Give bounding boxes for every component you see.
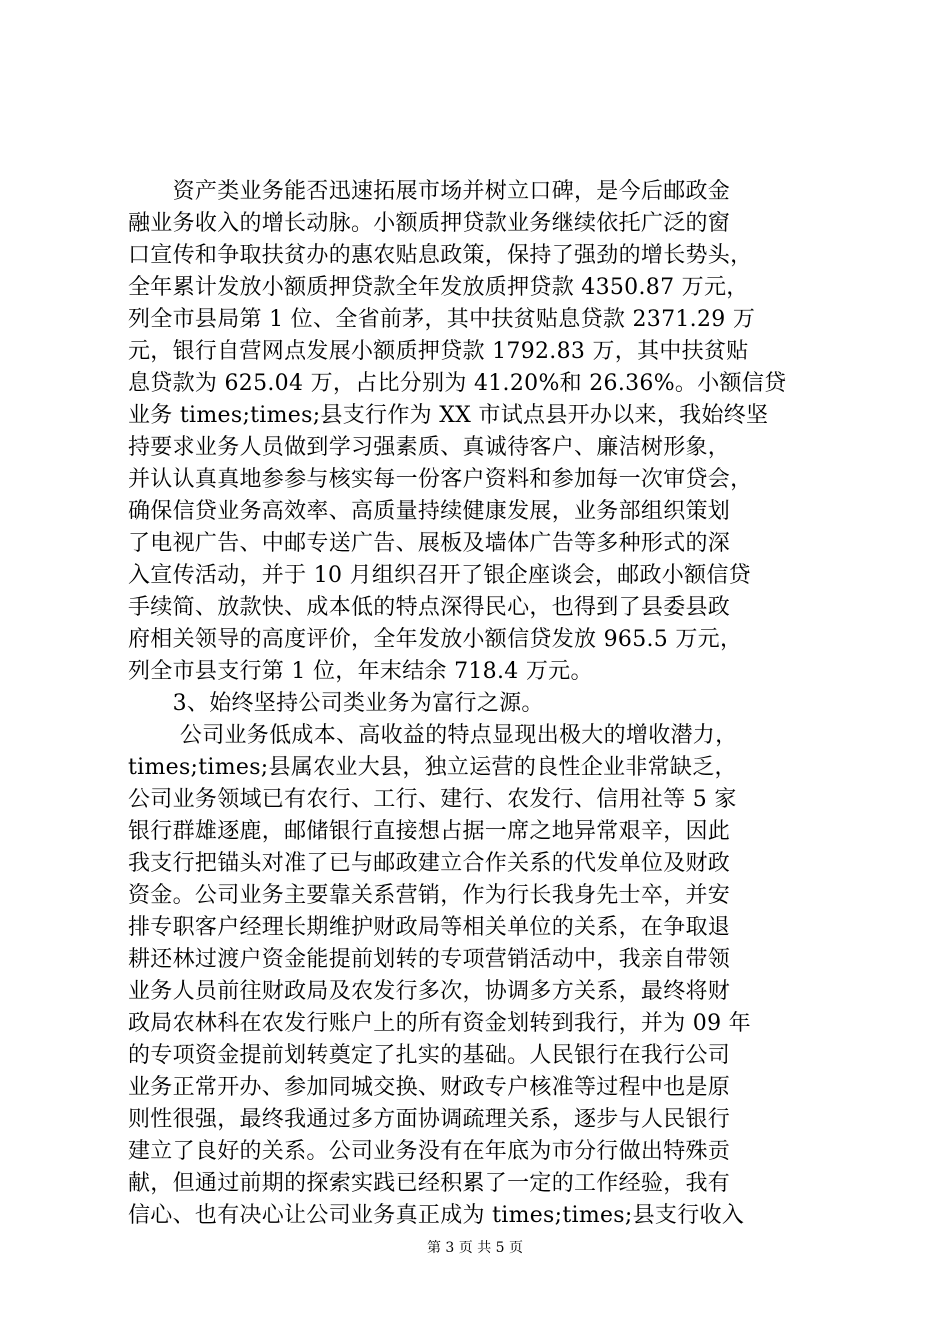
text-line: 公司业务低成本、高收益的特点显现出极大的增收潜力， (128, 723, 738, 748)
body-text (128, 176, 834, 1232)
text-line: 确保信贷业务高效率、高质量持续健康发展，业务部组织策划 (128, 499, 731, 524)
text-line: 建立了良好的关系。公司业务没有在年底为市分行做出特殊贡 (128, 1139, 731, 1164)
text-line: 排专职客户经理长期维护财政局等相关单位的关系，在争取退 (128, 915, 731, 940)
section-heading: 3、始终坚持公司类业务为富行之源。 (128, 691, 544, 716)
text-line: 元，银行自营网点发展小额质押贷款 1792.83 万，其中扶贫贴 (128, 339, 749, 364)
text-line: 银行群雄逐鹿，邮储银行直接想占据一席之地异常艰辛，因此 (128, 819, 731, 844)
text-line: 口宣传和争取扶贫办的惠农贴息政策，保持了强劲的增长势头， (128, 243, 753, 268)
text-line: 业务人员前往财政局及农发行多次，协调多方关系，最终将财 (128, 979, 731, 1004)
text-line: 信心、也有决心让公司业务真正成为 times;times;县支行收入 (128, 1203, 745, 1228)
page-footer (0, 1238, 950, 1258)
text-line: 公司业务领域已有农行、工行、建行、农发行、信用社等 5 家 (128, 787, 737, 812)
page-number-label: 第 3 页 共 5 页 (426, 1240, 524, 1256)
text-line: 政局农林科在农发行账户上的所有资金划转到我行，并为 09 年 (128, 1011, 751, 1036)
text-line: 则性很强，最终我通过多方面协调疏理关系，逐步与人民银行 (128, 1107, 731, 1132)
text-line: 入宣传活动，并于 10 月组织召开了银企座谈会，邮政小额信贷 (128, 563, 751, 588)
text-line: 息贷款为 625.04 万，占比分别为 41.20%和 26.36%。小额信贷 (128, 371, 787, 396)
text-line: 了电视广告、中邮专送广告、展板及墙体广告等多种形式的深 (128, 531, 731, 556)
text-line: 并认认真真地参参与核实每一份客户资料和参加每一次审贷会， (128, 467, 753, 492)
text-line: 资产类业务能否迅速拓展市场并树立口碑，是今后邮政金 (128, 179, 731, 204)
text-line: 资金。公司业务主要靠关系营销，作为行长我身先士卒，并安 (128, 883, 731, 908)
text-line: 列全市县支行第 1 位，年末结余 718.4 万元。 (128, 659, 593, 684)
text-line: 业务 times;times;县支行作为 XX 市试点县开办以来，我始终坚 (128, 403, 769, 428)
text-line: 耕还林过渡户资金能提前划转的专项营销活动中，我亲自带领 (128, 947, 731, 972)
text-line: 融业务收入的增长动脉。小额质押贷款业务继续依托广泛的窗 (128, 211, 731, 236)
text-line: 我支行把锚头对准了已与邮政建立合作关系的代发单位及财政 (128, 851, 731, 876)
text-line: 府相关领导的高度评价，全年发放小额信贷发放 965.5 万元， (128, 627, 743, 652)
text-line: 献，但通过前期的探索实践已经积累了一定的工作经验，我有 (128, 1171, 731, 1196)
text-line: 的专项资金提前划转奠定了扎实的基础。人民银行在我行公司 (128, 1043, 731, 1068)
text-line: 业务正常开办、参加同城交换、财政专户核准等过程中也是原 (128, 1075, 731, 1100)
text-line: times;times;县属农业大县，独立运营的良性企业非常缺乏， (128, 755, 737, 780)
text-line: 列全市县局第 1 位、全省前茅，其中扶贫贴息贷款 2371.29 万 (128, 307, 756, 332)
text-line: 全年累计发放小额质押贷款全年发放质押贷款 4350.87 万元， (128, 275, 749, 300)
text-line: 手续简、放款快、成本低的特点深得民心，也得到了县委县政 (128, 595, 731, 620)
text-line: 持要求业务人员做到学习强素质、真诚待客户、廉洁树形象， (128, 435, 731, 460)
